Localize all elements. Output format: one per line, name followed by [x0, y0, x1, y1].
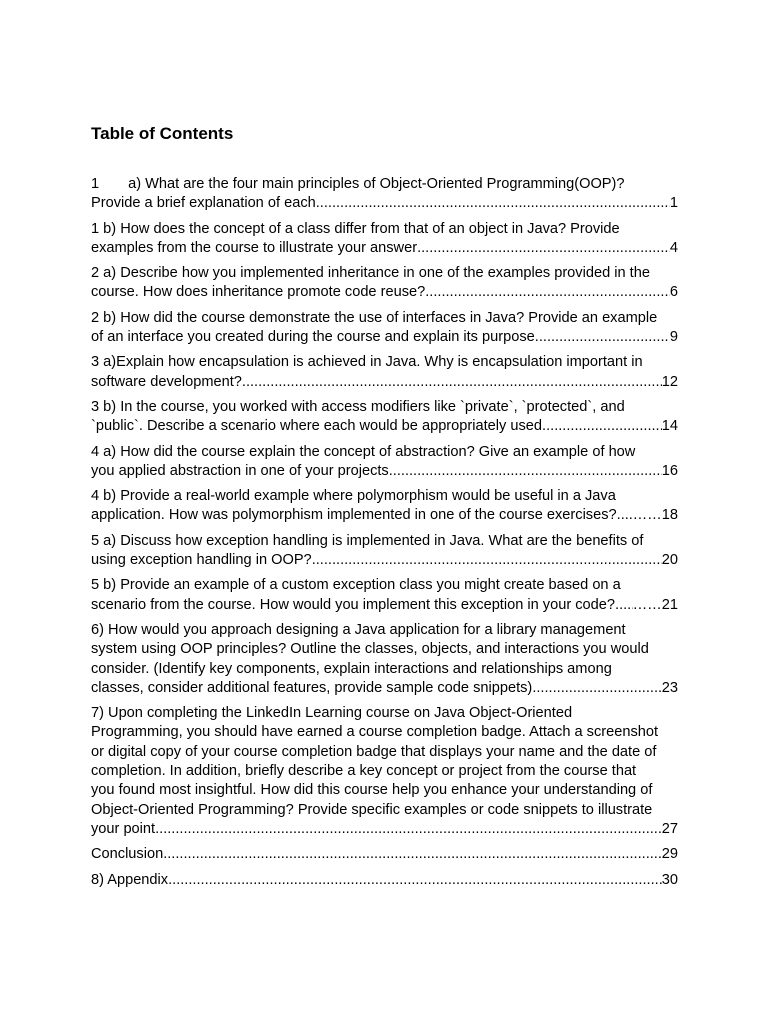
toc-entry[interactable]	[91, 264, 678, 303]
toc-entry-text: course. How does inheritance promote code reuse?	[91, 284, 426, 301]
toc-entry-line: 2 a) Describe how you implemented inheritance in one of the examples provided in the	[91, 265, 650, 282]
toc-entry[interactable]	[91, 398, 678, 437]
toc-entry-last-line	[91, 551, 678, 570]
toc-entry-line: consider. (Identify key components, explain interactions and relationships among	[91, 660, 612, 677]
toc-entry[interactable]	[91, 845, 678, 864]
toc-list	[91, 175, 678, 896]
toc-entry-last-line	[91, 373, 678, 392]
toc-entry-line: 3 b) In the course, you worked with access modifiers like `private`, `protected`, and	[91, 398, 625, 415]
toc-page-number: ……18	[632, 507, 678, 524]
toc-page-number: 9	[669, 329, 678, 346]
toc-entry-line: 4 b) Provide a real-world example where polymorphism would be useful in a Java	[91, 488, 616, 505]
toc-entry-text: examples from the course to illustrate your answer	[91, 239, 418, 256]
toc-entry-last-line	[91, 506, 678, 525]
toc-entry-text: your point	[91, 820, 156, 837]
toc-page-number: 20	[661, 552, 678, 569]
toc-dot-leader	[389, 462, 662, 481]
toc-entry-text: 8) Appendix	[91, 871, 169, 888]
toc-dot-leader	[242, 373, 662, 392]
toc-entry-line: 4 a) How did the course explain the concept of abstraction? Give an example of how	[91, 443, 636, 460]
toc-entry[interactable]	[91, 353, 678, 392]
toc-entry-line: 5 b) Provide an example of a custom exception class you might create based on a	[91, 577, 621, 594]
toc-dot-leader	[316, 194, 670, 213]
toc-page-number: 23	[661, 679, 678, 696]
toc-entry-last-line	[91, 239, 678, 258]
toc-entry[interactable]	[91, 871, 678, 890]
toc-entry-text: you applied abstraction in one of your projects	[91, 462, 389, 479]
toc-entry-line: system using OOP principles? Outline the classes, objects, and interactions you would	[91, 641, 649, 658]
toc-entry-last-line	[91, 328, 678, 347]
toc-entry-last-line	[91, 596, 678, 615]
toc-entry[interactable]	[91, 532, 678, 571]
toc-page-number: ……21	[632, 596, 678, 613]
toc-entry-line: 2 b) How did the course demonstrate the use of interfaces in Java? Provide an example	[91, 309, 658, 326]
toc-entry[interactable]	[91, 175, 678, 214]
toc-entry-text: `public`. Describe a scenario where each would be appropriately used	[91, 418, 543, 435]
toc-entry-line: 6) How would you approach designing a Java application for a library management	[91, 621, 626, 638]
toc-page-number: 29	[661, 846, 678, 863]
toc-entry-line	[91, 175, 678, 194]
toc-entry-text: software development?	[91, 373, 242, 390]
toc-dot-leader	[168, 871, 662, 890]
toc-page-number: 27	[661, 820, 678, 837]
toc-entry-line: or digital copy of your course completion badge that displays your name and the date of	[91, 743, 657, 760]
toc-entry-line: 7) Upon completing the LinkedIn Learning course on Java Object-Oriented	[91, 705, 573, 722]
toc-page-number: 30	[661, 871, 678, 888]
toc-entry[interactable]	[91, 621, 678, 698]
toc-entry-text: application. How was polymorphism implemented in one of the course exercises?	[91, 507, 617, 524]
toc-entry-text: using exception handling in OOP?	[91, 552, 312, 569]
toc-dot-leader	[615, 596, 633, 615]
toc-entry[interactable]	[91, 704, 678, 839]
toc-entry[interactable]	[91, 443, 678, 482]
toc-page-number: 12	[661, 373, 678, 390]
toc-entry-last-line	[91, 462, 678, 481]
toc-entry-line: Programming, you should have earned a course completion badge. Attach a screenshot	[91, 724, 659, 741]
toc-entry-line: completion. In addition, briefly describe a key concept or project from the course that	[91, 763, 637, 780]
toc-page-number: 14	[661, 418, 678, 435]
toc-page-number: 1	[669, 195, 678, 212]
toc-entry-last-line	[91, 194, 678, 213]
toc-dot-leader	[425, 283, 670, 302]
toc-dot-leader	[163, 845, 662, 864]
toc-entry-number: 1	[91, 176, 100, 192]
toc-entry[interactable]	[91, 309, 678, 348]
toc-entry[interactable]	[91, 576, 678, 615]
toc-dot-leader	[617, 506, 633, 525]
toc-entry-line: 1 b) How does the concept of a class differ from that of an object in Java? Provide	[91, 220, 620, 237]
toc-entry-last-line	[91, 283, 678, 302]
toc-entry-line: Object-Oriented Programming? Provide specific examples or code snippets to illustrate	[91, 801, 653, 818]
toc-dot-leader	[312, 551, 662, 570]
toc-entry-last-line	[91, 679, 678, 698]
toc-title: Table of Contents	[91, 124, 234, 143]
toc-dot-leader	[535, 328, 670, 347]
toc-entry-text: classes, consider additional features, provide sample code snippets)	[91, 679, 533, 696]
toc-page-number: 4	[669, 239, 678, 256]
toc-entry-line: you found most insightful. How did this course help you enhance your understanding of	[91, 782, 653, 799]
toc-entry-line: 5 a) Discuss how exception handling is implemented in Java. What are the benefits of	[91, 532, 644, 549]
toc-entry[interactable]	[91, 220, 678, 259]
toc-entry-last-line	[91, 417, 678, 436]
toc-dot-leader	[155, 820, 662, 839]
toc-entry-text: Conclusion	[91, 846, 164, 863]
toc-entry-text: Provide a brief explanation of each	[91, 195, 316, 212]
toc-entry-last-line	[91, 845, 678, 864]
toc-dot-leader	[417, 239, 670, 258]
toc-entry[interactable]	[91, 487, 678, 526]
toc-entry-text: of an interface you created during the course and explain its purpose	[91, 329, 535, 346]
toc-entry-last-line	[91, 820, 678, 839]
toc-entry-text: a) What are the four main principles of Object-Oriented Programming(OOP)?	[128, 176, 625, 192]
toc-page-number: 16	[661, 462, 678, 479]
toc-entry-text: scenario from the course. How would you implement this exception in your code?	[91, 596, 616, 613]
toc-dot-leader	[542, 417, 662, 436]
toc-entry-line: 3 a)Explain how encapsulation is achieved in Java. Why is encapsulation important in	[91, 354, 643, 371]
toc-page-number: 6	[669, 284, 678, 301]
toc-dot-leader	[532, 679, 661, 698]
toc-entry-last-line	[91, 871, 678, 890]
